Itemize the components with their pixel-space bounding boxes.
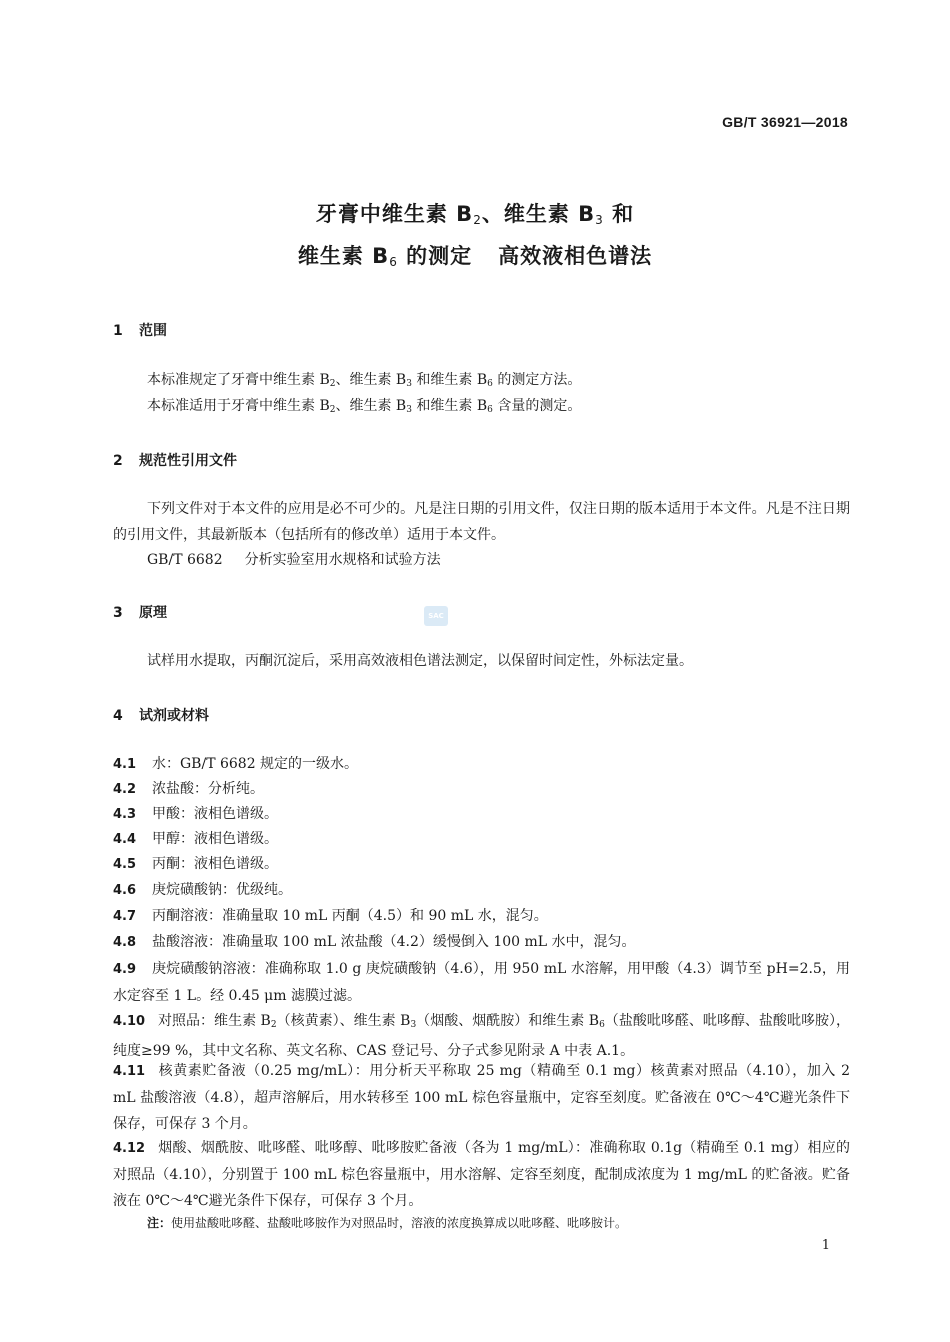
reagent-item: 4.4 甲醇：液相色谱级。	[113, 831, 278, 847]
document-title	[0, 196, 950, 280]
scope-paragraph-1: 本标准规定了牙膏中维生素 $B_2$、维生素 $B_3$ 和维生素 $B_6$ 的测定方法。	[147, 372, 582, 389]
reagent-item: 4.2 浓盐酸：分析纯。	[113, 781, 264, 797]
title-line-2: 维生素 $B_6$ 的测定 高效液相色谱法	[297, 244, 653, 269]
sac-watermark-logo: SAC	[424, 606, 448, 626]
section-heading-scope: 1 范围	[113, 323, 167, 339]
reagent-item: 4.12 烟酸、烟酰胺、吡哆醛、吡哆醇、吡哆胺贮备液（各为 1 mg/mL）：准确称取 0.1g（精确至 0.1 mg）相应的对照品（4.10），分别置于 100 mL 棕色容量瓶中，用水溶解、定容至刻度，配制成浓度为 1 mg/mL 的贮备液。贮备液在 0℃～4℃避光条件下保存，可保存 3 个月。	[113, 1140, 850, 1209]
section-heading-principle: 3 原理	[113, 605, 167, 621]
page-number: 1	[821, 1238, 830, 1253]
reagent-item: 4.8 盐酸溶液：准确量取 100 mL 浓盐酸（4.2）缓慢倒入 100 mL 水中，混匀。	[113, 934, 636, 950]
reagent-item: 4.11 核黄素贮备液（0.25 mg/mL）：用分析天平称取 25 mg（精确至 0.1 mg）核黄素对照品（4.10），加入 2 mL 盐酸溶液（4.8），超声溶解后，用水转移至 100 mL 棕色容量瓶中，定容至刻度。贮备液在 0℃～4℃避光条件下保存，可保存 3 个月。	[113, 1063, 850, 1132]
reagent-item: 4.3 甲酸：液相色谱级。	[113, 806, 278, 822]
title-line-1: 牙膏中维生素 $B_2$、维生素 $B_3$ 和	[315, 202, 635, 227]
reagent-item: 4.9 庚烷磺酸钠溶液：准确称取 1.0 g 庚烷磺酸钠（4.6），用 950 mL 水溶解，用甲酸（4.3）调节至 pH=2.5，用水定容至 1 L。经 0.45 μm 滤膜过滤。	[113, 961, 850, 1004]
standard-code: GB/T 36921—2018	[722, 114, 848, 130]
reagent-item: 4.5 丙酮：液相色谱级。	[113, 856, 278, 872]
note: 注：使用盐酸吡哆醛、盐酸吡哆胺作为对照品时，溶液的浓度换算成以吡哆醛、吡哆胺计。	[147, 1216, 628, 1230]
references-paragraph: 下列文件对于本文件的应用是必不可少的。凡是注日期的引用文件，仅注日期的版本适用于本文件。凡是不注日期的引用文件，其最新版本（包括所有的修改单）适用于本文件。	[113, 501, 850, 543]
section-heading-reagents: 4 试剂或材料	[113, 708, 209, 724]
principle-paragraph: 试样用水提取，丙酮沉淀后，采用高效液相色谱法测定，以保留时间定性，外标法定量。	[147, 653, 693, 669]
reagent-item: 4.10 对照品：维生素 $B_2$（核黄素）、维生素 $B_3$（烟酸、烟酰胺）和维生素 $B_6$（盐酸吡哆醛、吡哆醇、盐酸吡哆胺），纯度≥99 %，其中文名称、英文名称、CAS 登记号、分子式参见附录 A 中表 A.1。	[113, 1013, 850, 1059]
section-heading-normative-references: 2 规范性引用文件	[113, 453, 237, 469]
reference-entry: GB/T 6682 分析实验室用水规格和试验方法	[147, 552, 441, 568]
reagent-item: 4.1 水：GB/T 6682 规定的一级水。	[113, 756, 359, 772]
scope-paragraph-2: 本标准适用于牙膏中维生素 $B_2$、维生素 $B_3$ 和维生素 $B_6$ 含量的测定。	[147, 398, 582, 415]
reagent-item: 4.6 庚烷磺酸钠：优级纯。	[113, 882, 292, 898]
reagent-item: 4.7 丙酮溶液：准确量取 10 mL 丙酮（4.5）和 90 mL 水，混匀。	[113, 908, 548, 924]
